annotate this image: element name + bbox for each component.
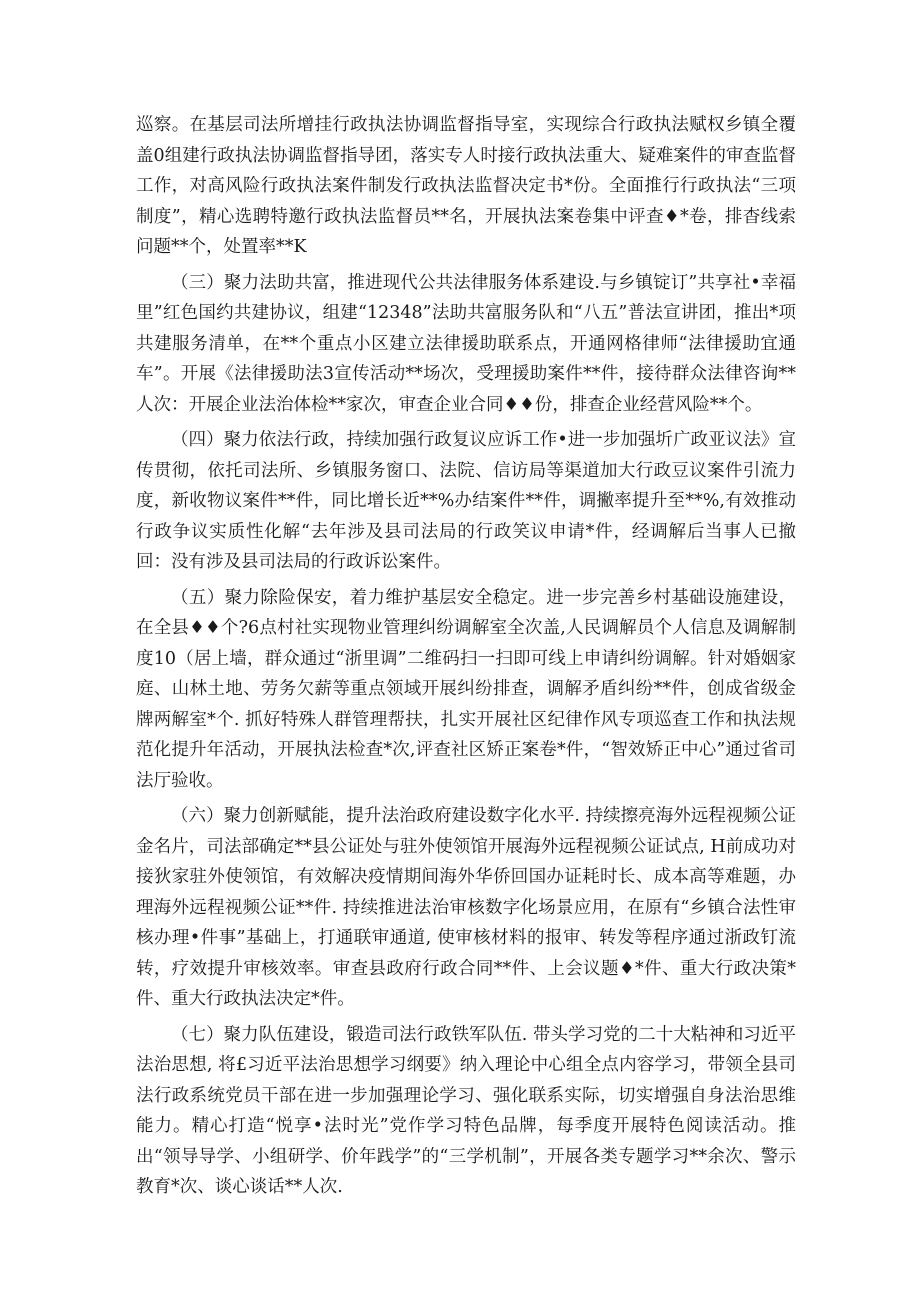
paragraph-continuation: 巡察。在基层司法所增挂行政执法协调监督指导室，实现综合行政执法赋权乡镇全覆盖0组建行政执法协调监督指导团，落实专人时接行政执法重大、疑难案件的审查监督工作，对高风险行政执法案件制发行政执法监督决定书*份。全面推行行政执法“三项制度”，精心选聘特邀行政执法监督员**名，开展执法案卷集中评查♦*卷，排杳线索问题**个，处置率**K xyxy=(136,115,796,257)
paragraph-section-4: （四）聚力依法行政，持续加强行政复议应诉工作•进一步加强圻广政亚议法》宣传贯彻，依托司法所、乡镇服务窗口、法院、信访局等渠道加大行政豆议案件引流力度，新收物议案件**件，同比增长近**%办结案件**件，调撇率提升至**%,有效推动行政争议实质性化解“去年涉及县司法局的行政笑议申请*件，经调解后当事人已撤回：没有涉及县司法局的行政诉讼案件。 xyxy=(136,430,796,572)
paragraph-section-7: （七）聚力队伍建设，锻造司法行政铁军队伍. 带头学习党的二十大粘神和习近平法治思想, 将£习近平法治思想学习纲要》纳入理论中心组全点内容学习，带领全县司法行政系统党员干部在进一步加强理论学习、强化联系实际，切实增强自身法治思维能力。精心打造“悦享•法时光”党作学习特色品牌，每季度开展特色阅读活动。推出“领导导学、小组研学、价年践学”的“三学机制”，开展各类专题学习**余次、警示教育*次、谈心谈话**人次. xyxy=(136,1024,796,1197)
paragraph-section-5: （五）聚力除险保安，着力维护基层安全稳定。进一步完善乡村基础设施建设，在全县♦♦个?6点村社实现物业管理纠纷调解室全次盖,人民调解员个人信息及调解制度10（居上墙，群众通过“浙里调”二维码扫一扫即可线上申请纠纷调解。针对婚姻家庭、山林土地、劳务欠薪等重点领域开展纠纷排查，调解矛盾纠纷**件，创成省级金牌两解室*个. 抓好特殊人群管理帮扶，扎实开展社区纪律作风专项巡查工作和执法规范化提升年活动，开展执法检查*次,评查社区矫正案卷*件，“智效矫正中心”通过省司法厅验收。 xyxy=(136,587,796,791)
paragraph-section-3: （三）聚力法助共富，推进现代公共法律服务体系建设.与乡镇锭订”共享社•幸福里”红色国约共建协议，组建“12348”法助共富服务队和“八五”普法宣讲团，推出*项共建服务清单，在**个重点小区建立法律援助联系点，开通网格律师“法律援助宜通车”。开展《法律援助法3宣传活动**场次，受理援助案件**件，接待群众法律咨询**人次：开展企业法治体检**家次，审查企业合同♦♦份，排查企业经营风险**个。 xyxy=(136,272,796,415)
document-body xyxy=(136,110,796,1208)
paragraph-section-6: （六）聚力创新赋能，提升法治政府建设数字化水平. 持续擦亮海外远程视频公证金名片，司法部确定**县公证处与驻外使领馆开展海外远程视频公证试点, H前成功对接狄家驻外使领馆，有效解决疫情期间海外华侨回国办证耗时长、成本高等难题，办理海外远程视频公证**件. 持续推进法治审核数字化场景应用，在原有“乡镇合法性审核办理•件事”基础上，打通联审通道, 使审核材料的报审、转发等程序通过浙政钉流转，疗效提升审核效率。审查县政府行政合同**件、上会议题♦*件、重大行政决策*件、重大行政执法决定*件。 xyxy=(136,806,796,1009)
